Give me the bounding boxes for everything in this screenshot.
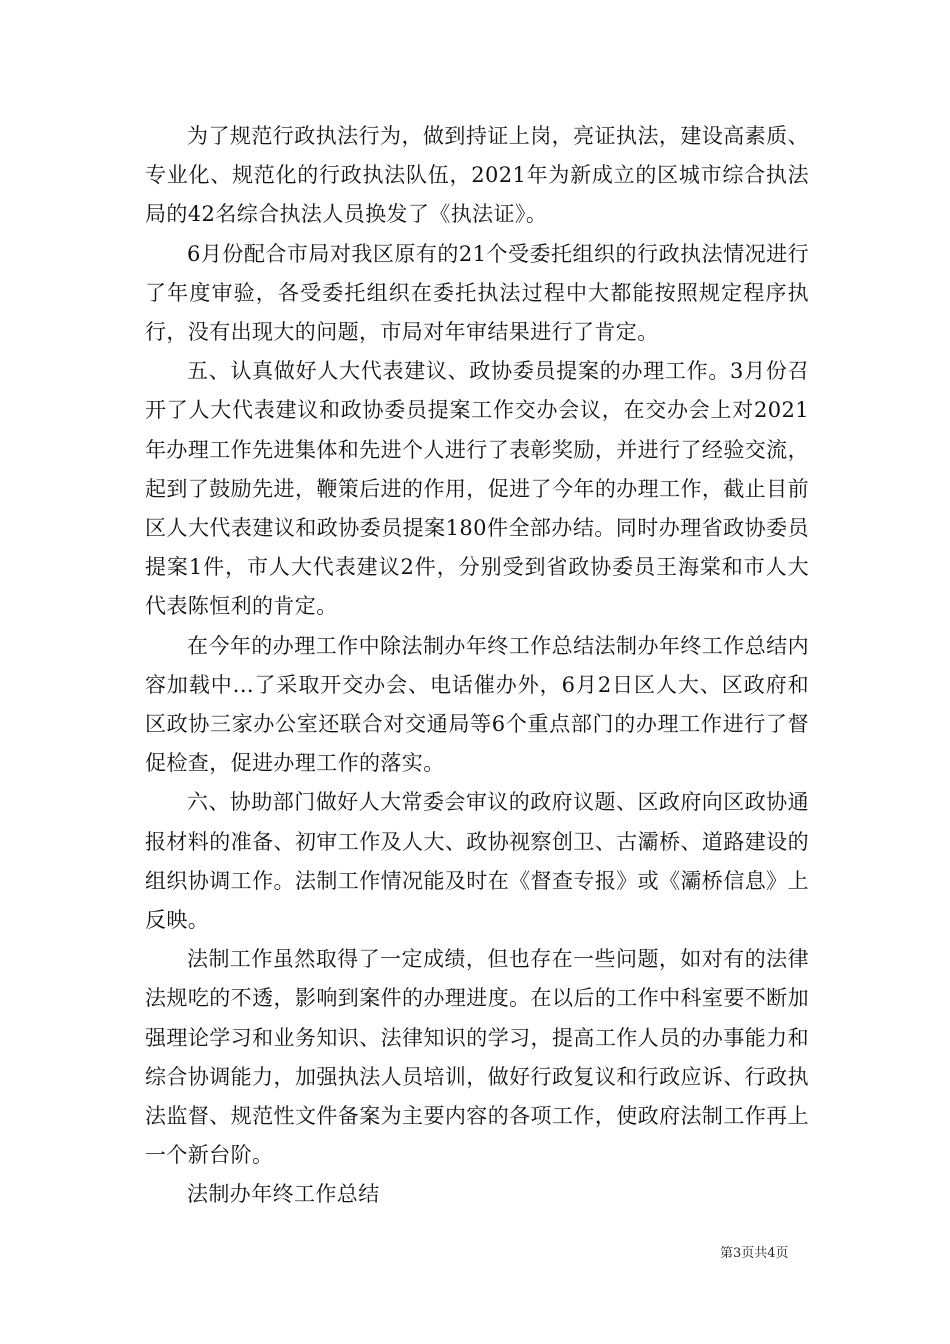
- paragraph-4: 在今年的办理工作中除法制办年终工作总结法制办年终工作总结内容加载中...了采取开交办会、电话催办外，6月2日区人大、区政府和区政协三家办公室还联合对交通局等6个重点部门的办理工作进行了督促检查，促进办理工作的落实。: [145, 633, 809, 776]
- paragraph-1: 为了规范行政执法行为，做到持证上岗，亮证执法，建设高素质、专业化、规范化的行政执法队伍，2021年为新成立的区城市综合执法局的42名综合执法人员换发了《执法证》。: [145, 124, 809, 227]
- paragraph-5: 六、协助部门做好人大常委会审议的政府议题、区政府向区政协通报材料的准备、初审工作及人大、政协视察创卫、古灞桥、道路建设的组织协调工作。法制工作情况能及时在《督查专报》或《灞桥信息》上反映。: [145, 790, 809, 933]
- page-number-footer: 第3页共4页: [720, 1246, 789, 1261]
- paragraph-3: 五、认真做好人大代表建议、政协委员提案的办理工作。3月份召开了人大代表建议和政协委员提案工作交办会议，在交办会上对2021年办理工作先进集体和先进个人进行了表彰奖励，并进行了经验交流，起到了鼓励先进，鞭策后进的作用，促进了今年的办理工作，截止目前区人大代表建议和政协委员提案180件全部办结。同时办理省政协委员提案1件，市人大代表建议2件，分别受到省政协委员王海棠和市人大代表陈恒利的肯定。: [145, 359, 809, 619]
- paragraph-6: 法制工作虽然取得了一定成绩，但也存在一些问题，如对有的法律法规吃的不透，影响到案件的办理进度。在以后的工作中科室要不断加强理论学习和业务知识、法律知识的学习，提高工作人员的办事能力和综合协调能力，加强执法人员培训，做好行政复议和行政应诉、行政执法监督、规范性文件备案为主要内容的各项工作，使政府法制工作再上一个新台阶。: [145, 947, 809, 1168]
- paragraph-2: 6月份配合市局对我区原有的21个受委托组织的行政执法情况进行了年度审验，各受委托组织在委托执法过程中大都能按照规定程序执行，没有出现大的问题，市局对年审结果进行了肯定。: [145, 241, 809, 345]
- document-body: [145, 117, 809, 1215]
- paragraph-7: 法制办年终工作总结: [187, 1182, 380, 1207]
